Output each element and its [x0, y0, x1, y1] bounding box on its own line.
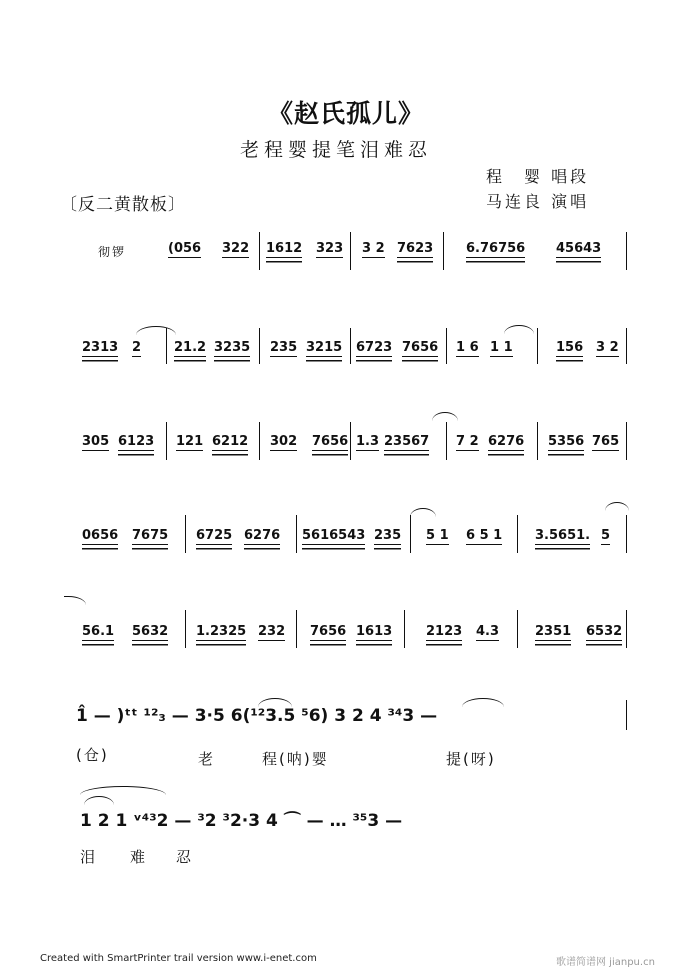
measure-cell: 232 [258, 624, 286, 639]
measure-cell: 7656 [402, 340, 439, 355]
footer-credit: Created with SmartPrinter trail version www.i-enet.com [40, 953, 317, 964]
slur [605, 502, 629, 511]
measure-cell: 6723 [356, 340, 393, 355]
barline [626, 328, 627, 364]
measure-cell: 23567 [384, 434, 430, 449]
measure-cell: 4.3 [476, 624, 500, 639]
measure-cell: (056 [168, 241, 202, 256]
measure-cell: 7675 [132, 528, 169, 543]
measure-cell: 3235 [214, 340, 251, 355]
measure-cell: 5356 [548, 434, 585, 449]
measure-cell: 156 [556, 340, 584, 355]
measure-cell: 235 [374, 528, 402, 543]
measure-cell: 6276 [488, 434, 525, 449]
measure-cell: 0656 [82, 528, 119, 543]
lyric: 提(呀) [446, 750, 496, 768]
lyric: (仓) [76, 746, 109, 764]
measure-cell: 7656 [310, 624, 347, 639]
slur [136, 326, 176, 335]
measure-cell: 2 [132, 340, 142, 355]
slur [410, 508, 436, 517]
measure-cell: 2123 [426, 624, 463, 639]
performer-credit: 马连良 演唱 [486, 192, 590, 211]
slur [64, 596, 86, 605]
measure-cell: 3.5651. [535, 528, 591, 543]
measure-cell: 2351 [535, 624, 572, 639]
slur [432, 412, 458, 421]
measure-cell: 7623 [397, 241, 434, 256]
slur [80, 786, 166, 795]
measure-cell: 56.1 [82, 624, 115, 639]
measure-cell: 235 [270, 340, 298, 355]
measure-cell: 1 1 [490, 340, 513, 355]
measure-cell: 121 [176, 434, 204, 449]
measure-cell: 1.3 [356, 434, 380, 449]
measure-cell: 6725 [196, 528, 233, 543]
barline [443, 232, 444, 270]
measure-cell: 1612 [266, 241, 303, 256]
lyric: 老 [198, 750, 216, 768]
slur [84, 796, 114, 805]
measure-cell: 5632 [132, 624, 169, 639]
barline [296, 610, 297, 648]
barline [350, 328, 351, 364]
measure-cell: 5 [601, 528, 611, 543]
measure-cell: 6276 [244, 528, 281, 543]
barline [350, 232, 351, 270]
measure-cell: 305 [82, 434, 110, 449]
slur [258, 698, 292, 707]
measure-cell: 3215 [306, 340, 343, 355]
measure-cell: 6212 [212, 434, 249, 449]
lyric: 难 [130, 848, 148, 866]
slur [462, 698, 504, 707]
measure-cell: 302 [270, 434, 298, 449]
barline [185, 610, 186, 648]
measure-cell: 7656 [312, 434, 349, 449]
barline [410, 515, 411, 553]
lyric: 忍 [176, 848, 194, 866]
barline [404, 610, 405, 648]
measure-cell: 1 6 [456, 340, 479, 355]
vocal-notes: 1̂ — )ᵗᵗ ¹²₃ — 3·5 6(¹²3.5 ⁵6) 3 2 4 ³⁴3 — [76, 706, 438, 726]
vocal-notes: 1 2 1 ᵛ⁴³2 — ³2 ³2·3 4 ⌒ — … ³⁵3 — [80, 811, 403, 831]
score-title: 《赵氏孤儿》 [268, 99, 425, 128]
lyric: 泪 [80, 848, 98, 866]
barline [537, 422, 538, 460]
barline [259, 422, 260, 460]
measure-cell: 6532 [586, 624, 623, 639]
measure-cell: 5616543 [302, 528, 366, 543]
measure-cell: 6123 [118, 434, 155, 449]
barline [259, 328, 260, 364]
measure-cell: 1.2325 [196, 624, 247, 639]
measure-cell: 21.2 [174, 340, 207, 355]
measure-cell: 3 2 [596, 340, 619, 355]
barline [296, 515, 297, 553]
barline [626, 700, 627, 730]
barline [166, 422, 167, 460]
watermark: 歌谱简谱网 jianpu.cn [556, 957, 655, 968]
score-subtitle: 老程婴提笔泪难忍 [240, 139, 433, 161]
measure-cell: 322 [222, 241, 250, 256]
measure-cell: 6.76756 [466, 241, 526, 256]
barline [350, 422, 351, 460]
measure-cell: 6 5 1 [466, 528, 503, 543]
barline [446, 328, 447, 364]
measure-cell: 45643 [556, 241, 602, 256]
measure-cell: 3 2 [362, 241, 385, 256]
role-credit: 程 婴 唱段 [486, 167, 590, 186]
barline [517, 515, 518, 553]
measure-cell: 5 1 [426, 528, 449, 543]
barline [166, 328, 167, 364]
barline [446, 422, 447, 460]
mode-label: 〔反二黄散板〕 [60, 195, 186, 215]
barline [626, 232, 627, 270]
intro-label: 彻锣 [98, 245, 127, 259]
lyric: 程(呐)婴 [262, 750, 329, 768]
measure-cell: 2313 [82, 340, 119, 355]
barline [537, 328, 538, 364]
measure-cell: 323 [316, 241, 344, 256]
barline [185, 515, 186, 553]
slur [504, 325, 534, 334]
barline [626, 515, 627, 553]
measure-cell: 1613 [356, 624, 393, 639]
barline [517, 610, 518, 648]
barline [259, 232, 260, 270]
measure-cell: 765 [592, 434, 620, 449]
barline [626, 422, 627, 460]
barline [626, 610, 627, 648]
measure-cell: 7 2 [456, 434, 479, 449]
